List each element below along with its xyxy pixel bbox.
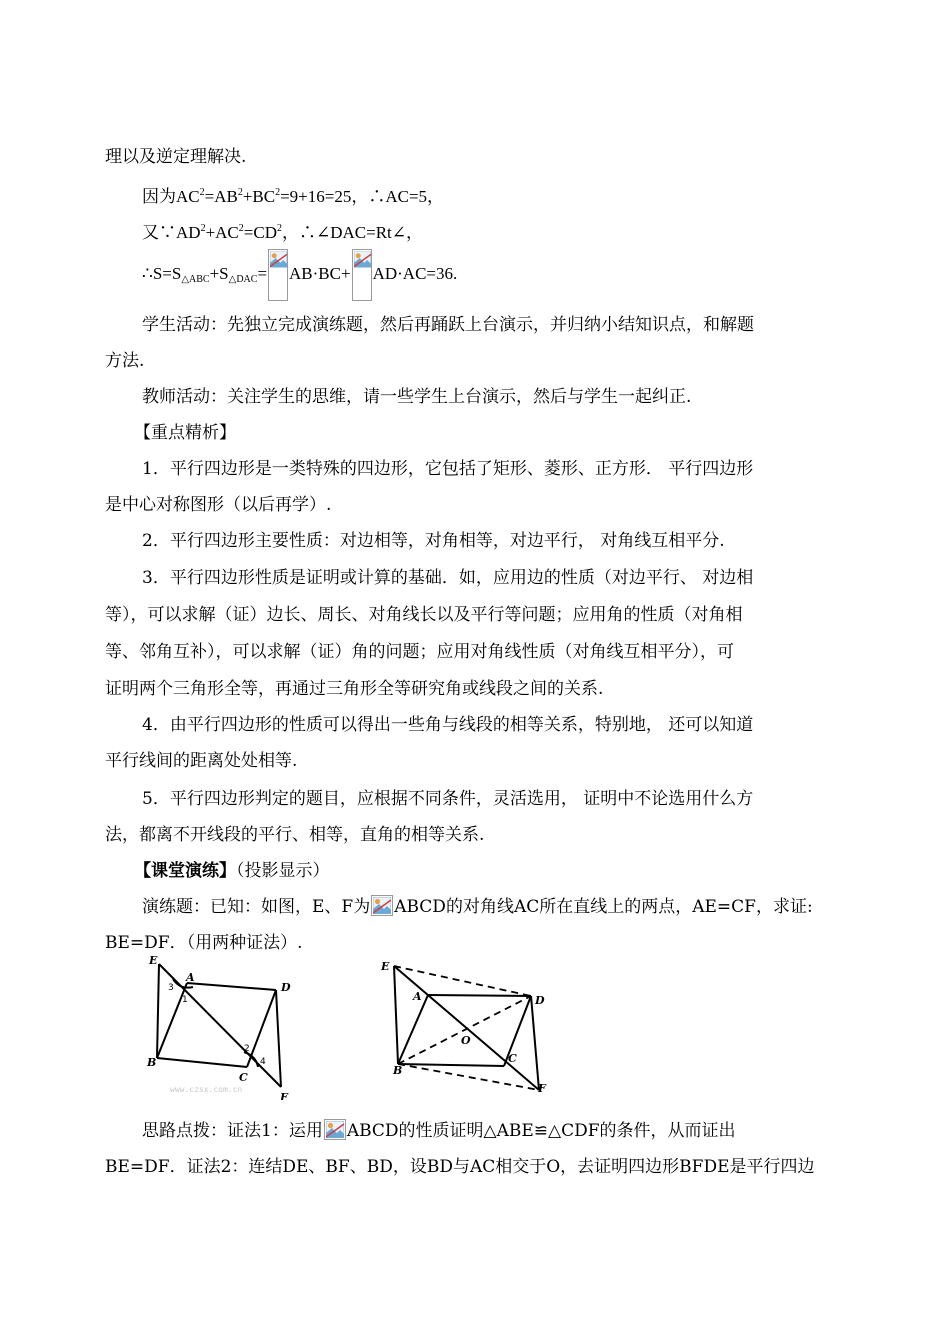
text-line: 学生活动：先独立完成演练题，然后再踊跃上台演示，并归纳小结知识点，和解题 <box>142 315 754 335</box>
text-line: 证明两个三角形全等，再通过三角形全等研究角或线段之间的关系. <box>105 679 604 699</box>
geometry-figure-2 <box>375 958 555 1098</box>
text-line: 思路点拨：证法1：运用 ABCD的性质证明△ABE≌△CDF的条件，从而证出 <box>142 1121 736 1141</box>
equation-line: $\therefore S=S_{\triangle ABC}+S_{\triangle DAC}=$ AB·BC+ AD·AC=36. <box>142 248 850 300</box>
point-label-e: E <box>149 954 158 967</box>
text-line: BE=DF．（用两种证法）. <box>105 933 303 953</box>
point-label-b: B <box>393 1064 403 1077</box>
point-label-c: C <box>508 1052 517 1065</box>
broken-image-icon <box>352 249 372 301</box>
point-label-o: O <box>461 1034 471 1047</box>
point-label-d: D <box>281 981 291 994</box>
angle-label-1: 1 <box>182 995 188 1005</box>
geometry-figure-1 <box>140 952 300 1100</box>
angle-label-4: 4 <box>260 1057 266 1067</box>
equation-line: 又$\because AD^2+AC^2=CD^2$，∴∠DAC=Rt∠， <box>142 223 423 242</box>
text-line: 方法. <box>105 351 145 371</box>
text-line: 教师活动：关注学生的思维，请一些学生上台演示，然后与学生一起纠正. <box>142 387 692 407</box>
text-line: 1．平行四边形是一类特殊的四边形，它包括了矩形、菱形、正方形． 平行四边形 <box>142 459 754 479</box>
section-heading: 【重点精析】 <box>134 423 236 443</box>
text-line: 理以及逆定理解决. <box>105 147 247 167</box>
text-line: 等），可以求解（证）边长、周长、对角线长以及平行等问题；应用角的性质（对角相 <box>105 605 743 625</box>
text-line: 演练题：已知：如图，E、F为 ABCD的对角线AC所在直线上的两点，AE=CF，求证: <box>142 897 813 917</box>
angle-label-3: 3 <box>168 983 174 993</box>
point-label-a: A <box>413 990 422 1003</box>
text-line: 2．平行四边形主要性质：对边相等，对角相等，对边平行， 对角线互相平分. <box>142 531 725 551</box>
text-line: 3．平行四边形性质是证明或计算的基础．如，应用边的性质（对边平行、 对边相 <box>142 568 754 588</box>
equation-line: 因为$AC^2=AB^2+BC^2=9+16=25$，∴AC=5， <box>142 187 445 206</box>
parallelogram-symbol-icon <box>371 895 393 916</box>
text-line: 法，都离不开线段的平行、相等，直角的相等关系. <box>105 825 485 845</box>
broken-image-icon <box>268 249 288 301</box>
angle-label-2: 2 <box>244 1044 250 1054</box>
parallelogram-symbol-icon <box>324 1119 346 1140</box>
watermark: www.czsx.com.cn <box>170 1085 243 1094</box>
point-label-b: B <box>147 1056 157 1069</box>
section-heading: 【课堂演练】（投影显示） <box>134 861 330 881</box>
point-label-a: A <box>186 971 195 984</box>
point-label-d: D <box>535 994 545 1007</box>
point-label-f: F <box>538 1082 546 1095</box>
text-line: 平行线间的距离处处相等. <box>105 751 298 771</box>
text-line: 5．平行四边形判定的题目，应根据不同条件，灵活选用， 证明中不论选用什么方 <box>142 789 754 809</box>
point-label-c: C <box>239 1071 248 1084</box>
text-line: 是中心对称图形（以后再学）. <box>105 495 332 515</box>
text-line: BE=DF．证法2：连结DE、BF、BD，设BD与AC相交于O，去证明四边形BFDE是平行四边 <box>105 1157 815 1177</box>
text-line: 等、邻角互补），可以求解（证）角的问题；应用对角线性质（对角线互相平分），可 <box>105 642 734 662</box>
point-label-f: F <box>280 1091 288 1100</box>
text-line: 4．由平行四边形的性质可以得出一些角与线段的相等关系，特别地， 还可以知道 <box>142 715 754 735</box>
point-label-e: E <box>381 960 390 973</box>
